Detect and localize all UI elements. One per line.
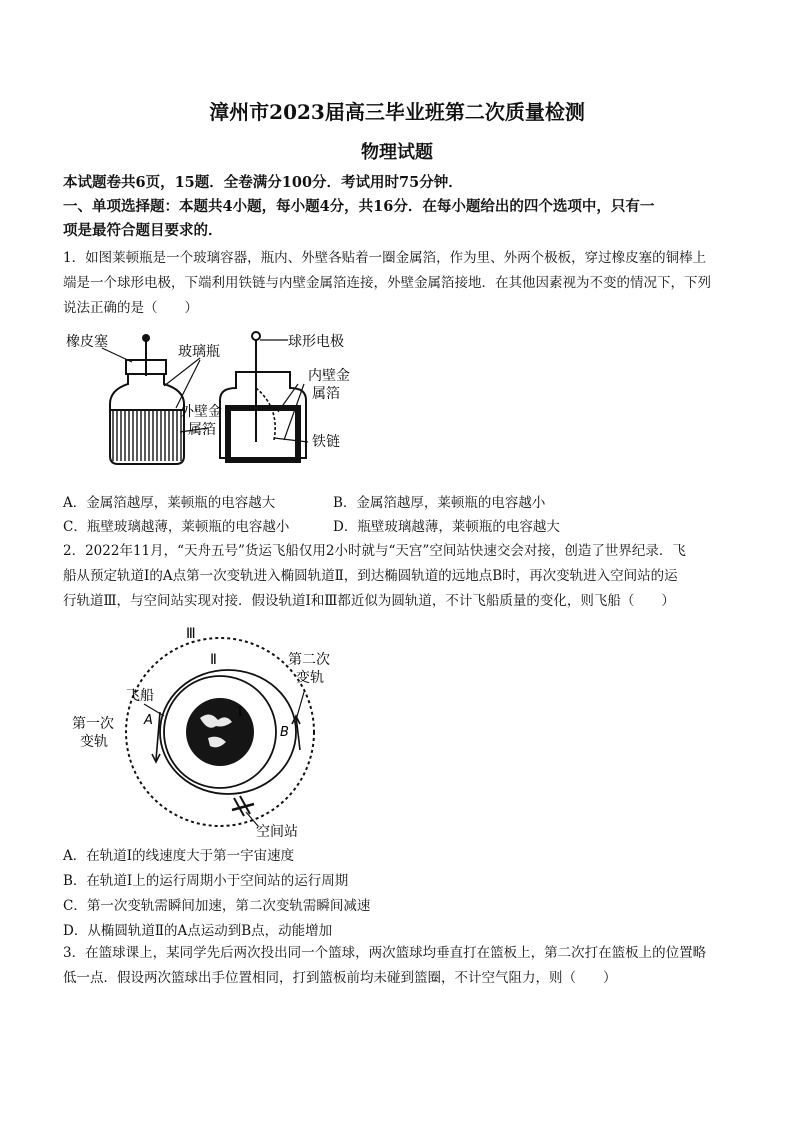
q2-option-b: B．在轨道Ⅰ上的运行周期小于空间站的运行周期: [63, 873, 349, 889]
q2-stem-line1: 2．2022年11月，“天舟五号”货运飞船仅用2小时就与“天宫”空间站快速交会对接，创造了世界纪录．飞: [63, 543, 686, 559]
label-second-transfer-1: 第二次: [288, 652, 330, 668]
label-outer-foil-1: 外壁金: [180, 404, 222, 420]
station-marker: [232, 796, 254, 816]
label-chain: 铁链: [312, 434, 340, 450]
exam-title: 漳州市2023届高三毕业班第二次质量检测: [209, 100, 585, 124]
label-first-transfer-2: 变轨: [80, 734, 108, 750]
q2-option-a: A．在轨道Ⅰ的线速度大于第一宇宙速度: [63, 848, 295, 864]
q3-stem-line2: 低一点．假设两次篮球出手位置相同，打到篮板前均未碰到篮圈，不计空气阻力，则（ ）: [63, 970, 617, 986]
label-orbit-2: Ⅱ: [210, 652, 217, 668]
label-point-b: B: [280, 725, 289, 740]
ball-electrode-shape: [142, 334, 150, 342]
q1-stem-line2: 端是一个球形电极，下端利用铁链与内壁金属箔连接，外壁金属箔接地．在其他因素视为不变的情况下，下列: [63, 275, 711, 291]
q1-stem-line1: 1．如图莱顿瓶是一个玻璃容器，瓶内、外壁各贴着一圈金属箔，作为里、外两个极板，穿过橡皮塞的铜棒上: [63, 250, 707, 266]
exam-subtitle: 物理试题: [361, 142, 433, 163]
label-inner-foil-2: 属箔: [312, 386, 340, 402]
section-heading-line1: 一、单项选择题：本题共4小题，每小题4分，共16分．在每小题给出的四个选项中，只有一: [63, 198, 655, 215]
orbit-figure: [60, 620, 360, 845]
section-heading-line2: 项是最符合题目要求的．: [63, 222, 223, 239]
exam-intro: 本试题卷共6页，15题．全卷满分100分．考试用时75分钟．: [63, 174, 463, 191]
label-glass-bottle: 玻璃瓶: [178, 344, 220, 360]
label-orbit-3: Ⅲ: [186, 626, 196, 642]
chain-shape: [256, 388, 275, 440]
q1-option-c: C．瓶壁玻璃越薄，莱顿瓶的电容越小: [63, 519, 290, 535]
label-ball-electrode: 球形电极: [288, 334, 344, 350]
q2-stem-line2: 船从预定轨道Ⅰ的A点第一次变轨进入椭圆轨道Ⅱ，到达椭圆轨道的远地点B时，再次变轨进入空间站的运: [63, 568, 678, 584]
label-point-a: A: [144, 713, 153, 728]
label-station: 空间站: [256, 824, 298, 840]
q2-option-d: D．从椭圆轨道Ⅱ的A点运动到B点，动能增加: [63, 923, 333, 939]
q2-stem-line3: 行轨道Ⅲ，与空间站实现对接．假设轨道Ⅰ和Ⅲ都近似为圆轨道，不计飞船质量的变化，则飞船（ ）: [63, 593, 675, 609]
earth-shape: [186, 698, 254, 766]
q2-option-c: C．第一次变轨需瞬间加速，第二次变轨需瞬间减速: [63, 898, 371, 914]
label-inner-foil-1: 内壁金: [308, 368, 350, 384]
label-second-transfer-2: 变轨: [296, 670, 324, 686]
label-orbit-1: Ⅰ: [238, 704, 243, 720]
label-ship: 飞船: [126, 688, 154, 704]
inner-foil-shape: [228, 408, 298, 460]
leyden-jar-figure: [60, 328, 360, 478]
label-stopper: 橡皮塞: [66, 334, 108, 350]
label-first-transfer-1: 第一次: [72, 716, 114, 732]
q1-option-a: A．金属箔越厚，莱顿瓶的电容越大: [63, 495, 276, 511]
q1-stem-line3: 说法正确的是（ ）: [63, 300, 198, 316]
q1-option-b: B．金属箔越厚，莱顿瓶的电容越小: [333, 495, 546, 511]
q1-option-d: D．瓶壁玻璃越薄，莱顿瓶的电容越大: [333, 519, 560, 535]
q3-stem-line1: 3．在篮球课上，某同学先后两次投出同一个篮球，两次篮球均垂直打在篮板上，第二次打在篮板上的位置略: [63, 945, 707, 961]
outer-foil-hatch: [113, 410, 181, 461]
label-outer-foil-2: 属箔: [188, 422, 216, 438]
